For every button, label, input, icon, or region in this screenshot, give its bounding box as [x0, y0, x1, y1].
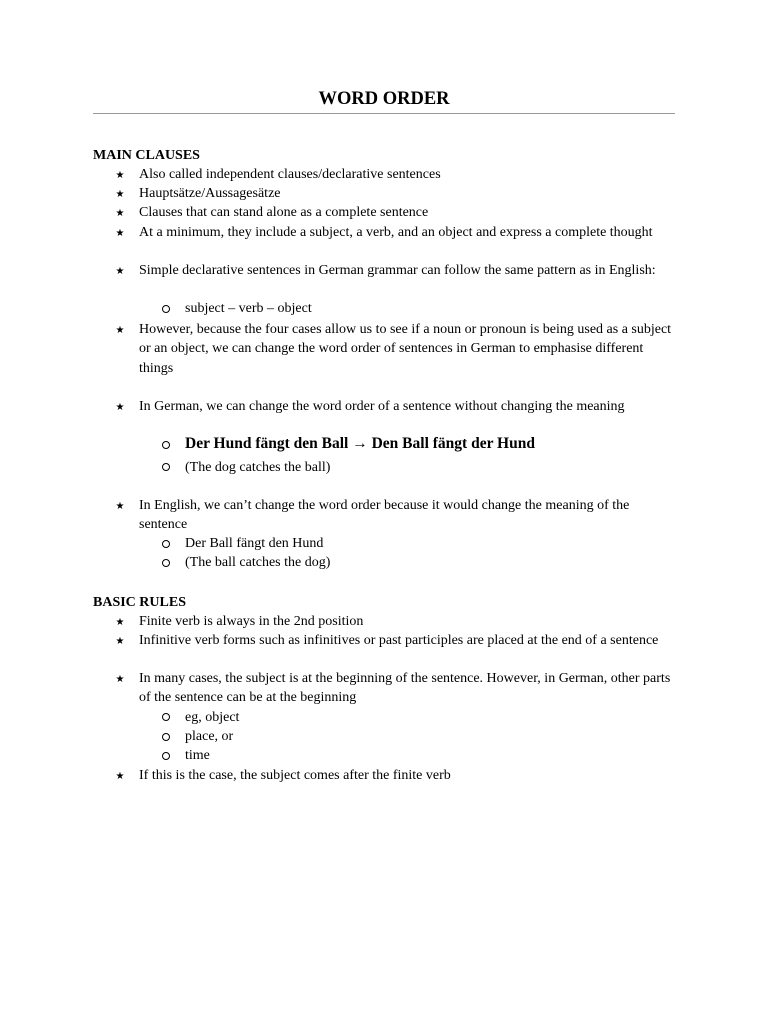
main-clause-item: At a minimum, they include a subject, a verb, and an object and express a complete thought [139, 225, 653, 240]
star-bullet-icon: ★ [115, 501, 125, 512]
basic-rules-heading: BASIC RULES [93, 595, 186, 610]
star-bullet-icon: ★ [115, 325, 125, 336]
page-title: WORD ORDER [318, 89, 450, 109]
main-clause-item: Simple declarative sentences in German grammar can follow the same pattern as in English: [139, 263, 656, 278]
circle-bullet-icon [162, 463, 170, 471]
basic-rule-item: If this is the case, the subject comes after the finite verb [139, 768, 451, 783]
star-bullet-icon: ★ [115, 170, 125, 181]
circle-bullet-icon [162, 752, 170, 760]
main-clause-item: Clauses that can stand alone as a complete sentence [139, 205, 429, 220]
circle-bullet-icon [162, 441, 170, 449]
pattern-subitem: subject – verb – object [185, 301, 312, 316]
circle-bullet-icon [162, 559, 170, 567]
basic-rule-item: Infinitive verb forms such as infinitives or past participles are placed at the end of a sentence [139, 633, 659, 648]
main-clauses-heading: MAIN CLAUSES [93, 148, 200, 163]
german-translation-subitem: (The dog catches the ball) [185, 460, 331, 475]
main-clause-item: Also called independent clauses/declarative sentences [139, 167, 441, 182]
star-bullet-icon: ★ [115, 228, 125, 239]
german-example-subitem: Der Hund fängt den Ball → Den Ball fängt der Hund [185, 435, 535, 452]
star-bullet-icon: ★ [115, 771, 125, 782]
basic-rule-item: In many cases, the subject is at the beginning of the sentence. However, in German, other parts of the sentence can be at the beginning [139, 671, 671, 706]
star-bullet-icon: ★ [115, 617, 125, 628]
star-bullet-icon: ★ [115, 674, 125, 685]
main-clause-item: However, because the four cases allow us to see if a noun or pronoun is being used as a subject or an object, we can change the word order of sentences in German to emphasise different things [139, 322, 672, 376]
main-clause-item: In German, we can change the word order of a sentence without changing the meaning [139, 399, 625, 414]
circle-bullet-icon [162, 540, 170, 548]
star-bullet-icon: ★ [115, 208, 125, 219]
basic-rule-subitem: eg, object [185, 710, 240, 725]
english-example-subitem: Der Ball fängt den Hund [185, 536, 324, 551]
circle-bullet-icon [162, 733, 170, 741]
title-underline [93, 113, 675, 114]
basic-rule-subitem: place, or [185, 729, 234, 744]
main-clause-item: Hauptsätze/Aussagesätze [139, 186, 281, 201]
english-translation-subitem: (The ball catches the dog) [185, 555, 331, 570]
star-bullet-icon: ★ [115, 402, 125, 413]
circle-bullet-icon [162, 305, 170, 313]
circle-bullet-icon [162, 713, 170, 721]
star-bullet-icon: ★ [115, 636, 125, 647]
star-bullet-icon: ★ [115, 189, 125, 200]
star-bullet-icon: ★ [115, 266, 125, 277]
basic-rule-subitem: time [185, 748, 210, 763]
basic-rule-item: Finite verb is always in the 2nd position [139, 614, 364, 629]
main-clause-item: In English, we can’t change the word order because it would change the meaning of the sentence [139, 498, 630, 533]
